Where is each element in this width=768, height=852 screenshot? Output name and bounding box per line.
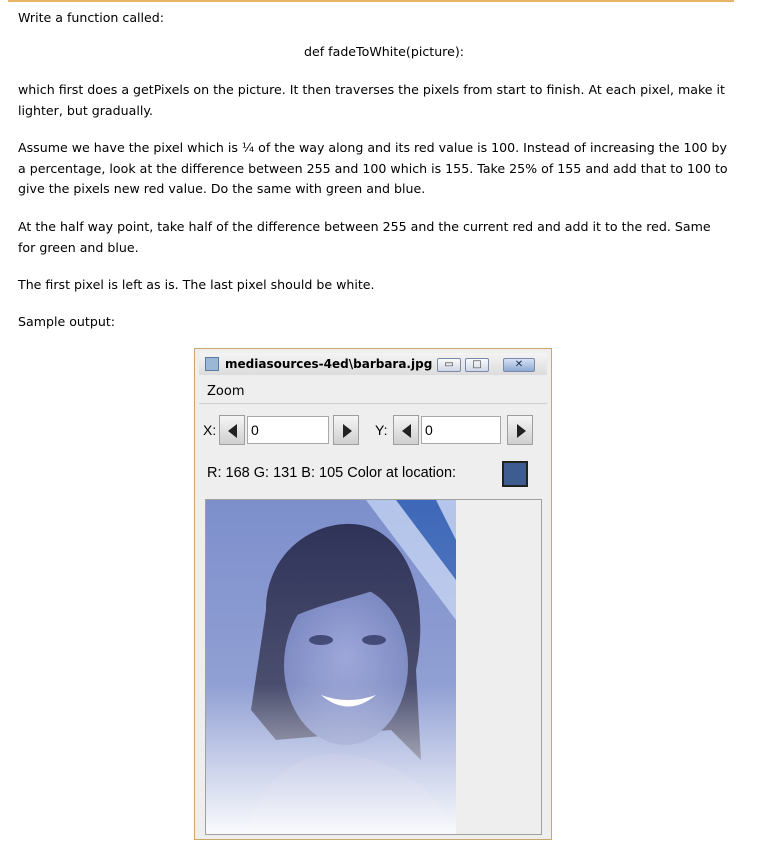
window-title: mediasources-4ed\barbara.jpg <box>225 357 433 371</box>
paragraph-3: At the half way point, take half of the difference between 255 and the current red and add it to the red. Same for green and blue. <box>18 219 711 255</box>
x-next-button[interactable] <box>333 415 359 445</box>
y-next-button[interactable] <box>507 415 533 445</box>
x-input[interactable]: 0 <box>247 416 329 444</box>
intro-line: Write a function called: <box>18 10 165 25</box>
paragraph-2: Assume we have the pixel which is ¼ of the way along and its red value is 100. Instead of increasing the 100 by a percentage, look at the difference between 255 and 100 which is 155. Take 25% of 155 and add that to 100 to give the pixels new red value. Do the same with green and blue. <box>18 140 728 196</box>
rgb-readout: R: 168 G: 131 B: 105 Color at location: <box>207 465 457 481</box>
menu-bar <box>199 381 547 404</box>
x-label: X: <box>203 422 217 438</box>
right-arrow-icon <box>341 424 353 438</box>
top-rule <box>8 0 734 2</box>
maximize-button[interactable]: □ <box>465 358 489 372</box>
y-prev-button[interactable] <box>393 415 419 445</box>
menu-zoom[interactable]: Zoom <box>207 384 245 399</box>
close-button[interactable]: ✕ <box>503 358 535 372</box>
picture-explorer-window <box>194 348 552 840</box>
left-arrow-icon <box>401 424 413 438</box>
picture-display[interactable] <box>205 499 542 835</box>
paragraph-4: The first pixel is left as is. The last pixel should be white. <box>18 277 375 292</box>
coordinate-row <box>199 415 547 447</box>
function-signature: def fadeToWhite(picture): <box>303 44 464 59</box>
java-app-icon <box>205 357 219 371</box>
x-prev-button[interactable] <box>219 415 245 445</box>
y-label: Y: <box>375 422 388 438</box>
window-titlebar[interactable] <box>199 353 547 375</box>
minimize-button[interactable]: ▭ <box>437 358 461 372</box>
left-arrow-icon <box>227 424 239 438</box>
faded-portrait-image[interactable] <box>206 500 542 835</box>
paragraph-5: Sample output: <box>18 314 116 329</box>
color-info-row <box>199 461 547 491</box>
right-arrow-icon <box>515 424 527 438</box>
y-input[interactable]: 0 <box>421 416 501 444</box>
color-swatch <box>502 461 528 487</box>
paragraph-1: which first does a getPixels on the picture. It then traverses the pixels from start to finish. At each pixel, make it lighter, but gradually. <box>18 82 725 118</box>
